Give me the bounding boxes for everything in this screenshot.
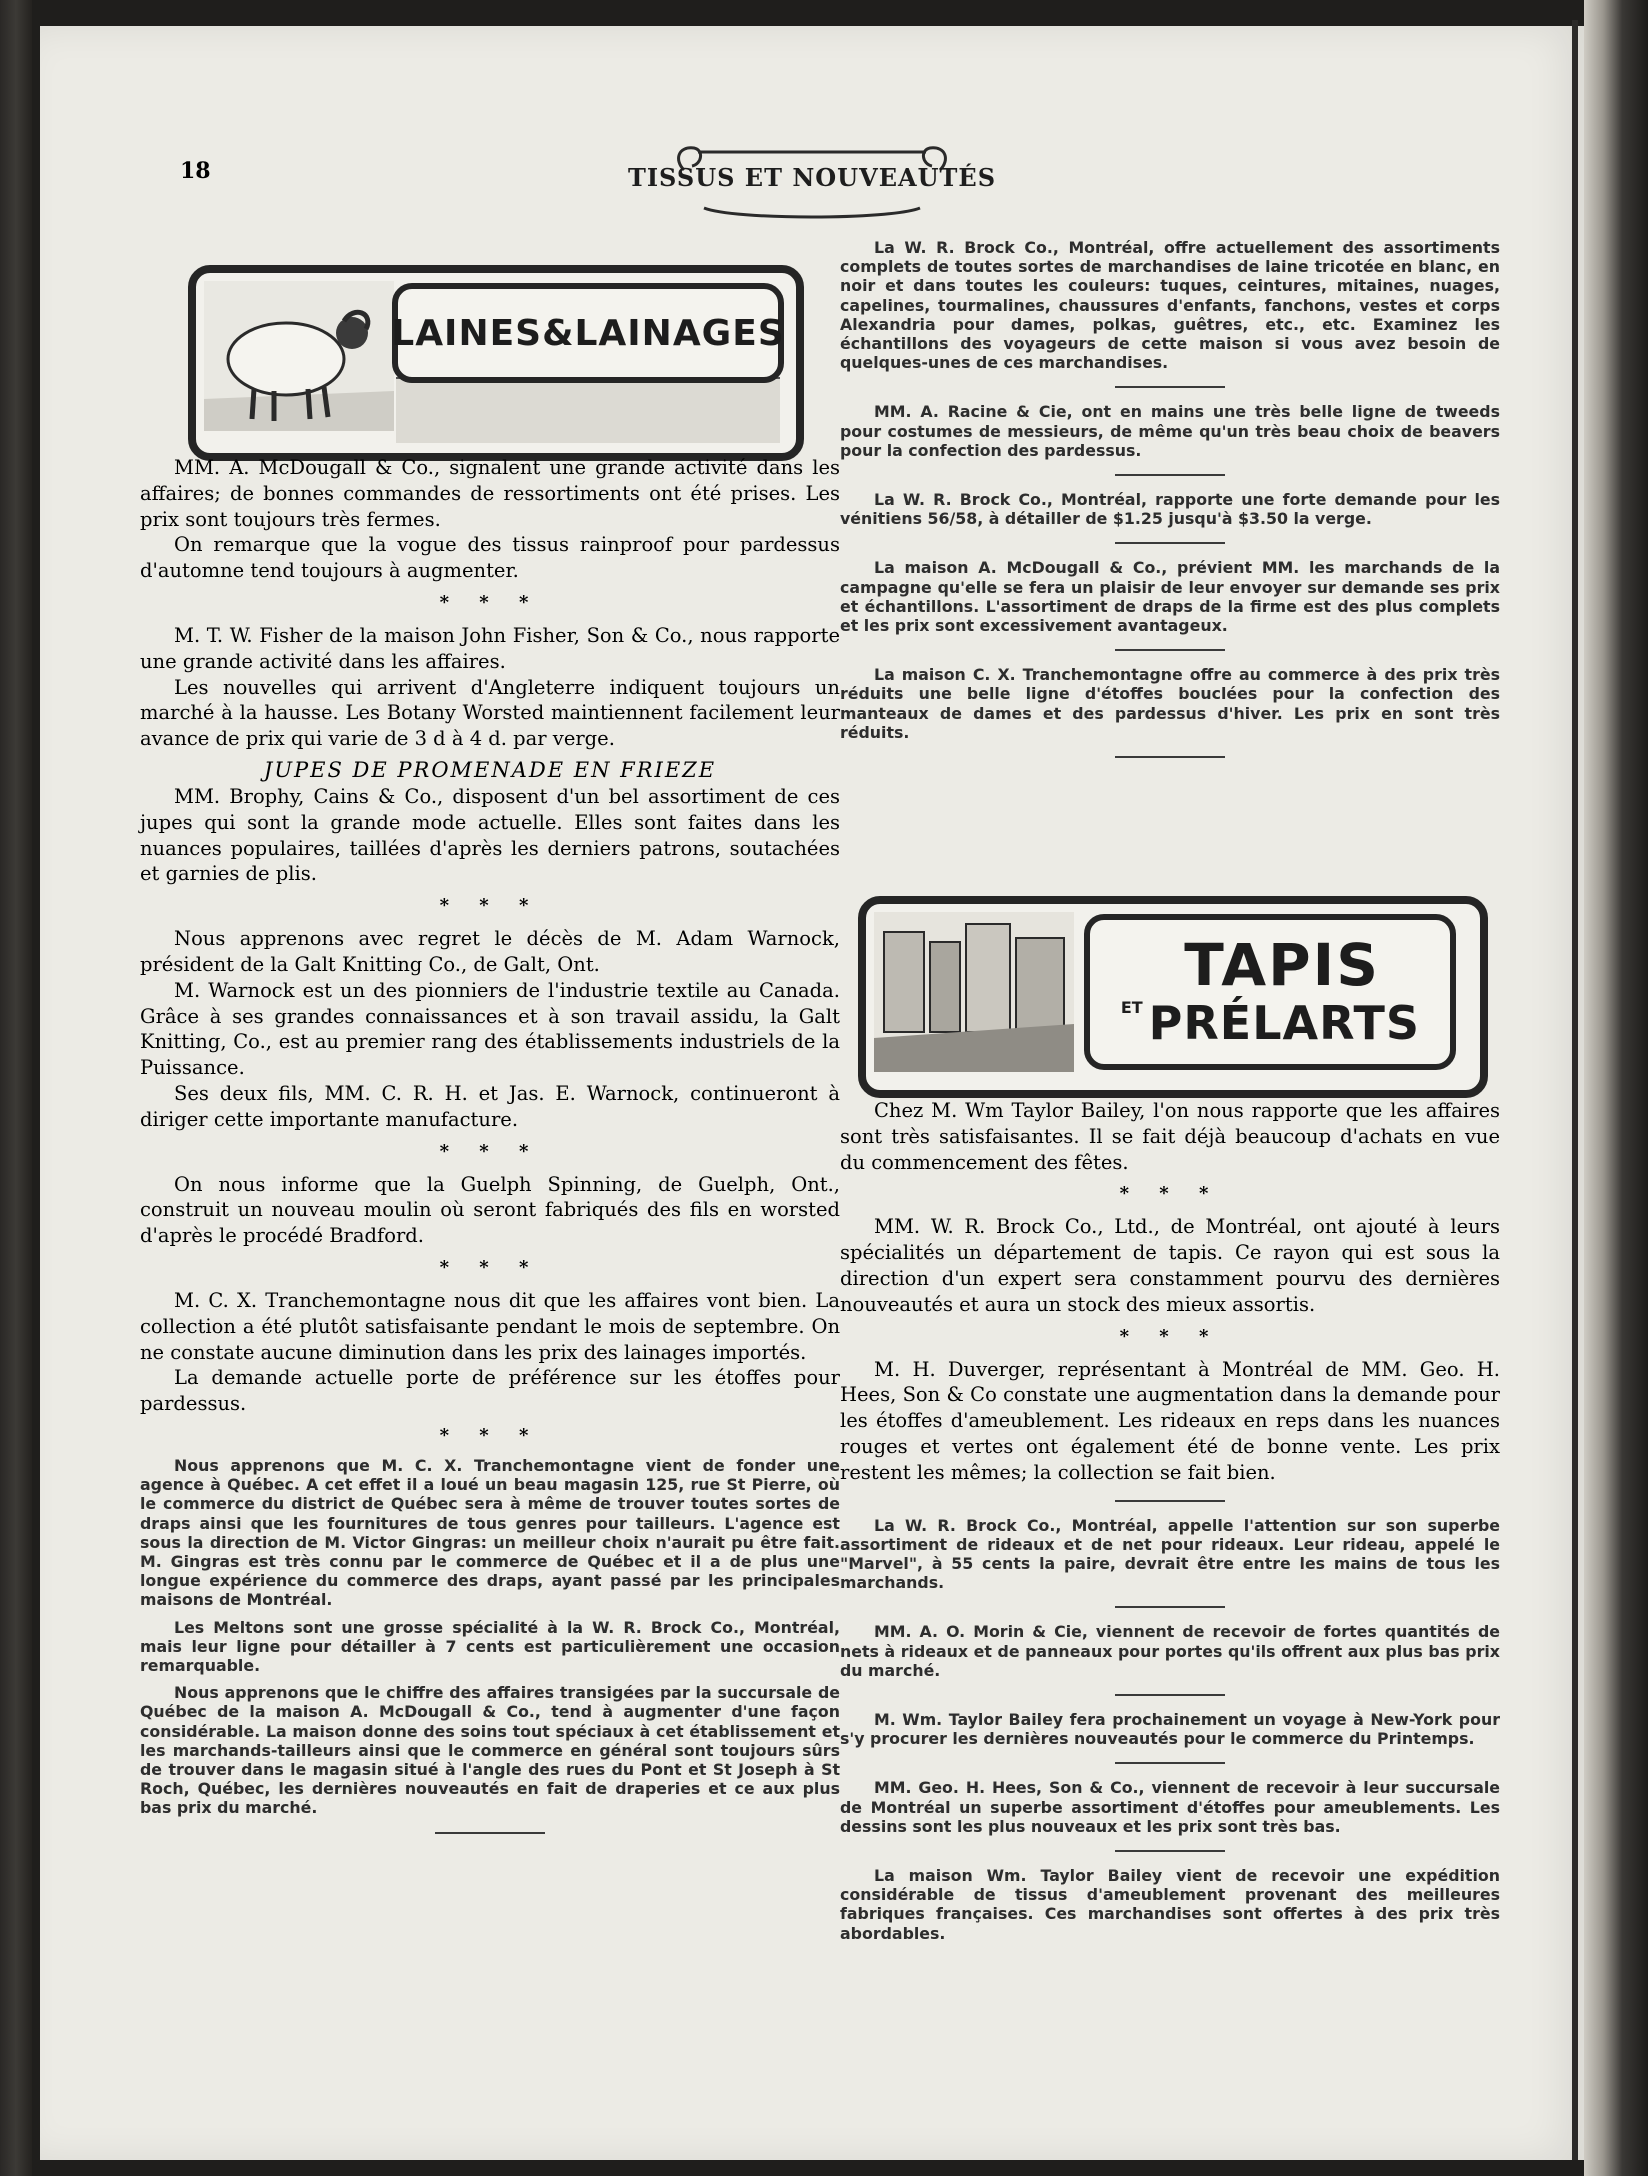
laines-title: LAINES&LAINAGES (391, 312, 785, 354)
article-paragraph: M. H. Duverger, représentant à Montréal de MM. Geo. H. Hees, Son & Co constate une augmentation dans la demande pour les étoffes d'ameublement. Les rideaux en reps dans les nuances rouges et vertes ont également été de bonne vente. Les prix restent les mêmes; la collection se fait bien. (840, 1357, 1500, 1484)
separator-rule (1115, 386, 1225, 388)
page-edge-line (1572, 20, 1578, 2160)
notice-paragraph: Les Meltons sont une grosse spécialité à la W. R. Brock Co., Montréal, mais leur ligne pour détailler à 7 cents est particulièrement une occasion remarquable. (140, 1617, 840, 1675)
notice-paragraph: M. Wm. Taylor Bailey fera prochainement un voyage à New-York pour s'y procurer les dernières nouveautés pour le commerce du Printemps. (840, 1709, 1500, 1749)
notice-paragraph: La W. R. Brock Co., Montréal, offre actuellement des assortiments complets de toutes sortes de marchandises de laine tricotée en blanc, en noir et dans toutes les couleurs: tuques, ceintures, mitaines, nuages, capelines, tourmalines, chaussures d'enfants, fanchons, vestes et corps Alexandria pour dames, polkas, guêtres, etc., etc. Examinez les échantillons des voyageurs de cette maison si vous avez besoin de quelques-unes de ces marchandises. (840, 238, 1500, 373)
tapis-title-second: PRÉLARTS (1148, 996, 1420, 1050)
article-paragraph: La demande actuelle porte de préférence sur les étoffes pour pardessus. (140, 1366, 840, 1416)
separator-rule (1115, 542, 1225, 544)
separator-stars: * * * (439, 1424, 541, 1446)
notice-paragraph: La maison A. McDougall & Co., prévient MM. les marchands de la campagne qu'elle se fera un plaisir de leur envoyer sur demande ses prix et échantillons. L'assortiment de draps de la firme est des plus complets et les prix sont excessivement avantageux. (840, 558, 1500, 636)
separator-stars: * * * (439, 591, 541, 613)
notice-paragraph: Nous apprenons que M. C. X. Tranchemontagne vient de fonder une agence à Québec. A cet effet il a loué un beau magasin 125, rue St Pierre, où le commerce du district de Québec sera à même de trouver toutes sortes de draps ainsi que les fournitures de tous genres pour tailleurs. L'agence est sous la direction de M. Victor Gingras: un meilleur choix n'aurait pu être fait. M. Gingras est très connu par le commerce de Québec et il a de plus une longue expérience du commerce des draps, ayant passé par les principales maisons de Montréal. (140, 1455, 840, 1610)
landscape-strip (396, 377, 780, 443)
separator-rule (1115, 1762, 1225, 1764)
right-column-bottom (840, 1098, 1500, 1943)
laines-title-box (392, 283, 784, 383)
article-paragraph: MM. A. McDougall & Co., signalent une grande activité dans les affaires; de bonnes commandes de ressortiments ont été prises. Les prix sont toujours très fermes. (140, 456, 840, 531)
article-paragraph: Ses deux fils, MM. C. R. H. et Jas. E. Warnock, continueront à diriger cette importante manufacture. (140, 1081, 840, 1131)
spacer (140, 1610, 840, 1618)
separator-rule (1115, 1500, 1225, 1502)
tapis-banner (858, 896, 1488, 1098)
separator-rule (435, 1832, 545, 1834)
article-paragraph: Les nouvelles qui arrivent d'Angleterre indiquent toujours un marché à la hausse. Les Botany Worsted maintiennent facilement leur avance de prix qui varie de 3 d à 4 d. par verge. (140, 675, 840, 751)
notice-paragraph: MM. A. O. Morin & Cie, viennent de recevoir de fortes quantités de nets à rideaux et de panneaux pour portes qu'ils offrent aux plus bas prix du marché. (840, 1622, 1500, 1680)
separator-stars: * * * (439, 895, 541, 917)
article-paragraph: MM. W. R. Brock Co., Ltd., de Montréal, ont ajouté à leurs spécialités un département de tapis. Ce rayon qui est sous la direction d'un expert sera constamment pourvu des dernières nouveautés et aura un stock des mieux assortis. (840, 1215, 1500, 1316)
section-heading: JUPES DE PROMENADE EN FRIEZE (263, 757, 717, 782)
article-paragraph: MM. Brophy, Cains & Co., disposent d'un bel assortiment de ces jupes qui sont la grande mode actuelle. Elles sont faites dans les nuances populaires, taillées d'après les derniers patrons, soutachées et garnies de plis. (140, 784, 840, 886)
separator-rule (1115, 1606, 1225, 1608)
notice-paragraph: La W. R. Brock Co., Montréal, appelle l'attention sur son superbe assortiment de rideaux et de net pour rideaux. Leur rideau, appelé le "Marvel", à 55 cents la paire, devrait être entre les mains de tous les marchands. (840, 1515, 1500, 1593)
article-paragraph: Nous apprenons avec regret le décès de M. Adam Warnock, président de la Galt Knitting Co., de Galt, Ont. (140, 927, 840, 976)
separator-stars: * * * (1119, 1325, 1221, 1347)
article-paragraph: Chez M. Wm Taylor Bailey, l'on nous rapporte que les affaires sont très satisfaisantes. Il se fait déjà beaucoup d'achats en vue du commencement des fêtes. (840, 1099, 1500, 1174)
separator-rule (1115, 649, 1225, 651)
book-right-edge (1584, 0, 1648, 2176)
masthead-logo (627, 130, 997, 222)
right-column-top (840, 238, 1500, 772)
masthead-title: TISSUS ET NOUVEAUTÉS (627, 163, 997, 192)
page-number: 18 (180, 158, 211, 184)
book-spine (0, 0, 32, 2176)
separator-stars: * * * (439, 1140, 541, 1162)
tapis-title-small: ET (1120, 998, 1143, 1017)
article-paragraph: On nous informe que la Guelph Spinning, de Guelph, Ont., construit un nouveau moulin où seront fabriqués des fils en worsted d'après le procédé Bradford. (140, 1172, 840, 1248)
notice-paragraph: Nous apprenons que le chiffre des affaires transigées par la succursale de Québec de la maison A. McDougall & Co., tend à augmenter d'une façon considérable. La maison donne des soins tout spéciaux à cet établissement et les marchands-tailleurs ainsi que le commerce en général sont toujours sûrs de trouver dans le magasin situé à l'angle des rues du Pont et St Joseph à St Roch, Québec, les dernières nouveautés en fait de draperies et ce aux plus bas prix du marché. (140, 1683, 840, 1818)
notice-paragraph: La maison Wm. Taylor Bailey vient de recevoir une expédition considérable de tissus d'ameublement provenant des meilleures fabriques françaises. Ces marchandises sont offertes à des prix très abordables. (840, 1866, 1500, 1943)
notice-paragraph: La maison C. X. Tranchemontagne offre au commerce à des prix très réduits une belle ligne d'étoffes bouclées pour la confection des manteaux de dames et des pardessus d'hiver. Les prix en sont très réduits. (840, 665, 1500, 742)
separator-rule (1115, 474, 1225, 476)
article-paragraph: M. C. X. Tranchemontagne nous dit que les affaires vont bien. La collection a été plutôt satisfaisante pendant le mois de septembre. On ne constate aucune diminution dans les prix des lainages importés. (140, 1288, 840, 1364)
separator-rule (1115, 1850, 1225, 1852)
notice-paragraph: MM. A. Racine & Cie, ont en mains une très belle ligne de tweeds pour costumes de messieurs, de même qu'un très beau choix de beavers pour la confection des pardessus. (840, 402, 1500, 460)
separator-stars: * * * (439, 1256, 541, 1278)
tapis-title-line2 (1121, 998, 1420, 1048)
article-paragraph: M. Warnock est un des pionniers de l'industrie textile au Canada. Grâce à ses grandes connaissances et à son travail assidu, la Galt Knitting, Co., est au premier rang des établissements industriels de la Puissance. (140, 978, 840, 1080)
sheep-illustration (204, 281, 394, 431)
separator-stars: * * * (1119, 1183, 1221, 1205)
article-paragraph: M. T. W. Fisher de la maison John Fisher, Son & Co., nous rapporte une grande activité dans les affaires. (140, 623, 840, 673)
notice-paragraph: La W. R. Brock Co., Montréal, rapporte une forte demande pour les vénitiens 56/58, à détailler de $1.25 jusqu'à $3.50 la verge. (840, 490, 1500, 529)
separator-rule (1115, 1694, 1225, 1696)
tapis-title-box (1084, 914, 1456, 1070)
spacer (140, 1675, 840, 1683)
left-column (140, 455, 840, 1848)
carpet-shop-illustration (874, 912, 1074, 1072)
tapis-title-main: TAPIS (1184, 931, 1380, 999)
separator-rule (1115, 756, 1225, 758)
laines-banner (188, 265, 804, 461)
article-paragraph: On remarque que la vogue des tissus rainproof pour pardessus d'automne tend toujours à augmenter. (140, 533, 840, 583)
notice-paragraph: MM. Geo. H. Hees, Son & Co., viennent de recevoir à leur succursale de Montréal un superbe assortiment d'étoffes pour ameublements. Les dessins sont les plus nouveaux et les prix sont très bas. (840, 1778, 1500, 1836)
